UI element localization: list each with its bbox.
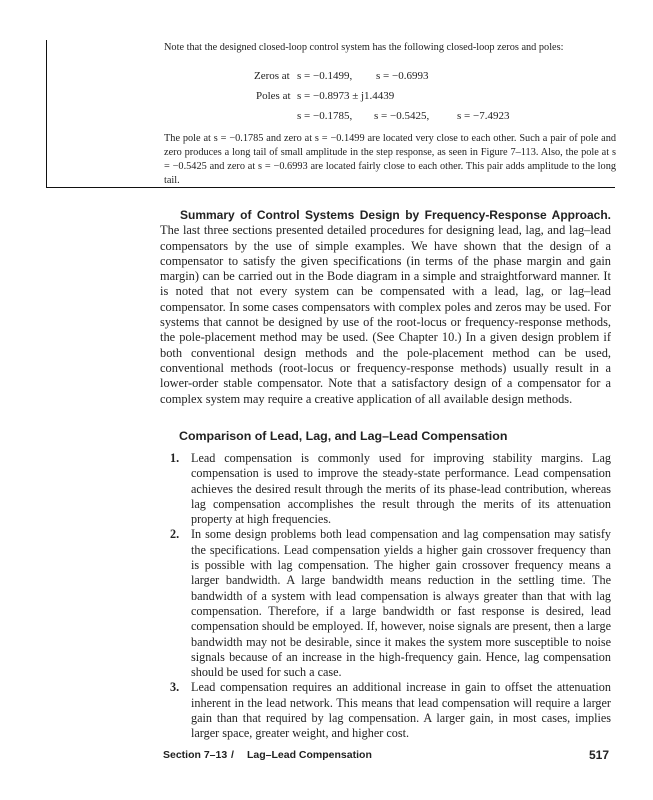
zero-2: s = −0.6993 bbox=[376, 70, 429, 82]
list-item-number: 1. bbox=[170, 451, 180, 465]
comparison-list bbox=[170, 451, 611, 742]
list-item bbox=[170, 451, 611, 527]
example-discussion: The pole at s = −0.1785 and zero at s = −0.1499 are located very close to each other. Such a pair of pole and zero produces a long tail of small amplitude in the step response, as seen in Figure 7–113. Also, the pole at s = −0.5425 and zero at s = −0.6993 are located fairly close to each other. This pair adds amplitude to the long tail. bbox=[164, 133, 616, 186]
pole-complex: s = −0.8973 ± j1.4439 bbox=[297, 90, 395, 102]
example-block bbox=[164, 41, 616, 55]
list-item-number: 3. bbox=[170, 680, 180, 695]
example-box-left-rule bbox=[46, 40, 47, 187]
zeros-label: Zeros at bbox=[254, 70, 290, 82]
footer-separator: / bbox=[231, 749, 234, 761]
summary-section bbox=[160, 208, 611, 407]
example-discussion-block bbox=[164, 132, 616, 188]
list-item-number: 2. bbox=[170, 527, 180, 542]
poles-label: Poles at bbox=[256, 90, 291, 102]
summary-body: The last three sections presented detailed procedures for designing lead, lag, and lag–lead compensators by the use of simple examples. We have shown that the design of a compensator to satisfy the given specifications (in terms of the phase margin and gain margin) can be carried out in the Bode diagram in a simple and straightforward manner. It is noted that not every system can be compensated with a lead, lag, or lag–lead compensator. In some cases compensators with complex poles and zeros may be used. For systems that cannot be designed by use of the root-locus or frequency-response methods, the pole-placement method may be used. (See Chapter 10.) In a given design problem if both conventional design methods and the pole-placement method can be used, conventional methods (root-locus or frequency-response methods) usually result in a lower-order stable compensator. Note that a satisfactory design of a compensator for a complex system may require a creative application of all available design methods. bbox=[160, 223, 611, 406]
list-item-text: Lead compensation requires an additional increase in gain to offset the attenuation inherent in the lead network. This means that lead compensation will require a larger gain than that required by lag compensation. A larger gain, in most cases, implies larger space, greater weight, and higher cost. bbox=[191, 680, 611, 741]
footer-section-number: Section 7–13 bbox=[163, 749, 228, 761]
list-item bbox=[170, 527, 611, 680]
footer-section-title: Lag–Lead Compensation bbox=[247, 749, 372, 761]
page-number: 517 bbox=[589, 748, 610, 762]
example-intro: Note that the designed closed-loop control system has the following closed-loop zeros and poles: bbox=[164, 42, 564, 53]
comparison-heading: Comparison of Lead, Lag, and Lag–Lead Compensation bbox=[179, 429, 508, 443]
list-item bbox=[170, 680, 611, 741]
zero-1: s = −0.1499, bbox=[297, 70, 353, 82]
pole-3: s = −7.4923 bbox=[457, 110, 510, 122]
list-item-text: Lead compensation is commonly used for improving stability margins. Lag compensation is used to improve the steady-state performance. Lead compensation achieves the desired result through the merits of its phase-lead contribution, whereas lag compensation accomplishes the result through the merits of its attenuation property at high frequencies. bbox=[191, 451, 611, 527]
list-item-text: In some design problems both lead compensation and lag compensation may satisfy the specifications. Lead compensation yields a higher gain crossover frequency than is possible with lag compensation. The higher gain crossover frequency means a larger bandwidth. A large bandwidth means reduction in the settling time. The bandwidth of a system with lead compensation is always greater than that with lag compensation. Therefore, if a large bandwidth or fast response is desired, lead compensation should be employed. If, however, noise signals are present, then a large bandwidth may not be desirable, since it makes the system more susceptible to noise signals because of an increase in the high-frequency gain. Hence, lag compensation should be used for such a case. bbox=[191, 527, 611, 680]
summary-heading: Summary of Control Systems Design by Frequency-Response Approach. bbox=[180, 208, 611, 222]
pole-1: s = −0.1785, bbox=[297, 110, 353, 122]
pole-2: s = −0.5425, bbox=[374, 110, 430, 122]
